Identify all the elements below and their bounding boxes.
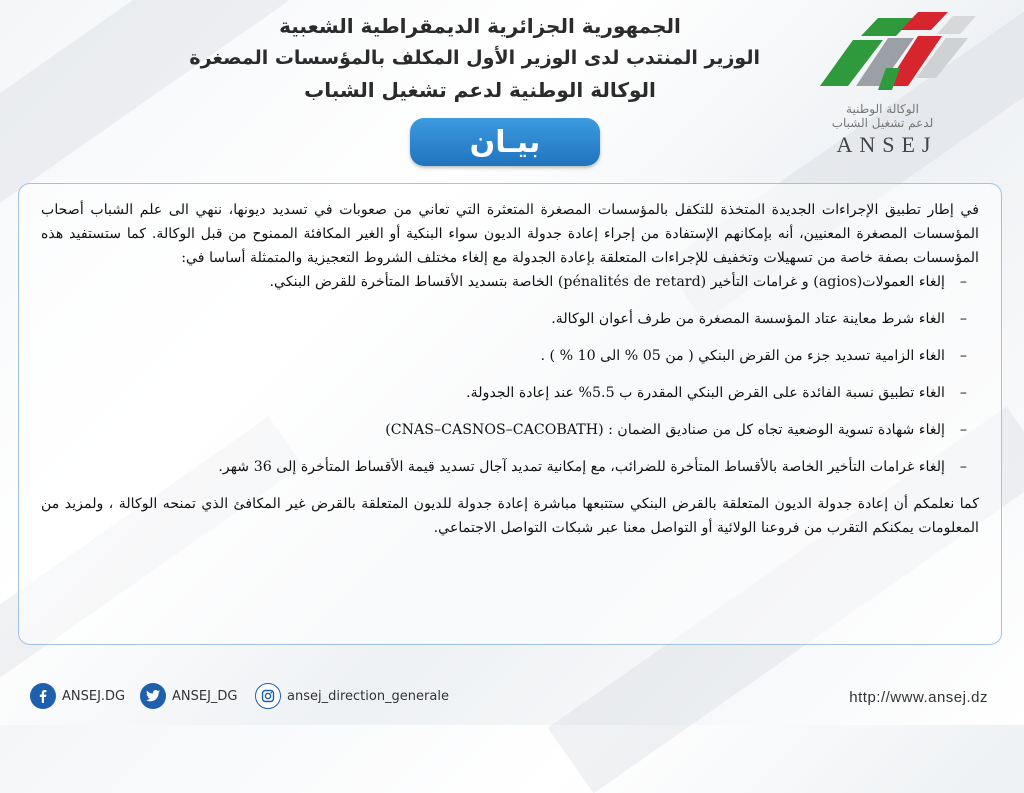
statement-body [18,183,1002,645]
facebook-handle: ANSEJ.DG [62,688,126,704]
facebook-icon [30,683,56,709]
intro-paragraph: في إطار تطبيق الإجراءات الجديدة المتخذة للتكفل بالمؤسسات المصغرة المتعثرة التي تعاني من صعوبات في تسديد ديونها، ننهي الى علم الشباب أصحاب المؤسسات المصغرة المعنيين، أنه بإمكانهم الإستفادة من إجراء إعادة جدولة الديون سواء البنكية أو الغير المكافئة الممنوح من قبل الوكالة. كما ستستفيد هذه المؤسسات بصفة خاصة من تسهيلات وتخفيف للإجراءات المتعلقة بإعادة الجدولة مع إلغاء مختلف الشروط التعجيزية والمتمثلة أساسا في: [41,202,979,266]
list-item: – إلغاء العمولات(agios) و غرامات التأخير (pénalités de retard) الخاصة بتسديد الأقساط المتأخرة للقرض البنكي. [41,270,967,294]
measures-list [41,270,979,479]
logo-arabic-text [815,102,950,130]
instagram-handle: ansej_direction_generale [287,688,449,704]
document-header [189,10,760,106]
closing-paragraph: كما نعلمكم أن إعادة جدولة الديون المتعلقة بالقرض البنكي ستتبعها مباشرة إعادة جدولة للديون المتعلقة بالقرض غير المكافئ الذي تمنحه الوكالة ، ولمزيد من المعلومات يمكنكم التقرب من فروعنا الولائية أو التواصل معنا عبر شبكات التواصل الاجتماعي. [41,496,979,536]
header-line-1: الجمهورية الجزائرية الديمقراطية الشعبية [279,14,681,38]
header-line-3: الوكالة الوطنية لدعم تشغيل الشباب [304,78,656,102]
website-link[interactable]: http://www.ansej.dz [849,689,988,706]
instagram-icon [255,683,281,709]
list-item: – الغاء تطبيق نسبة الفائدة على القرض البنكي المقدرة ب 5.5% عند إعادة الجدولة. [41,381,967,405]
title-badge [410,118,600,166]
list-item: – إلغاء شهادة تسوية الوضعية تجاه كل من صناديق الضمان : (CNAS–CASNOS–CACOBATH) [41,418,967,442]
logo-arabic-line-2: لدعم تشغيل الشباب [831,116,934,130]
logo-stripes-icon [820,12,976,90]
list-item: – الغاء الزامية تسديد جزء من القرض البنكي ( من 05 % الى 10 % ) . [41,344,967,368]
twitter-handle: ANSEJ_DG [172,688,238,704]
list-item: – إلغاء غرامات التأخير الخاصة بالأقساط المتأخرة للضرائب، مع إمكانية تمديد آجال تسديد قيمة الأقساط المتأخرة إلى 36 شهر. [41,455,967,479]
list-item: – الغاء شرط معاينة عتاد المؤسسة المصغرة من طرف أعوان الوكالة. [41,307,967,331]
instagram-link[interactable] [255,683,449,709]
logo-latin-text: ANSEJ [836,132,938,157]
footer [0,675,1024,715]
logo-arabic-line-1: الوكالة الوطنية [846,102,919,116]
header-line-2: الوزير المنتدب لدى الوزير الأول المكلف بالمؤسسات المصغرة [189,47,760,69]
page-title: بيـان [469,124,541,160]
twitter-icon [140,683,166,709]
twitter-link[interactable] [140,683,238,709]
facebook-link[interactable] [30,683,125,709]
